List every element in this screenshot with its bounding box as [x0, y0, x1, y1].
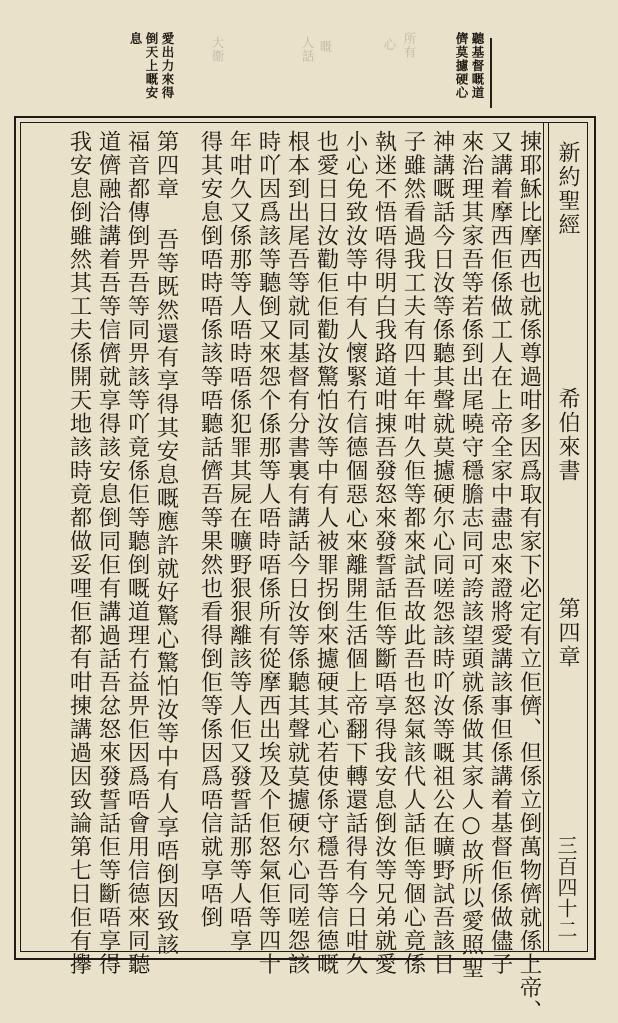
text-column: 也愛日日汝勸佢佢勸汝驚怕汝等中有人被罪拐倒來攄硬其心若使係守穩吾等信德嘅	[313, 130, 339, 976]
text-column: 來治理其家吾等若係到出尾曉守穩膽志同可誇該望頭就係做其家人○故所以愛照聖	[458, 130, 484, 980]
header-annotation-line: 愛出力來得	[160, 32, 175, 100]
text-column: 執迷不悟唔得明白我路道咁㨂吾發怒來發誓話佢等斷唔享得我安息倒汝等兄弟就愛	[371, 130, 397, 976]
page-number: 三百四十二	[554, 835, 578, 940]
text-column: 得其安息倒唔時唔係該等唔聽話儕吾等果然也看得倒佢等係因爲唔信就享唔倒	[197, 130, 223, 929]
header-faint-line: 人話	[300, 36, 315, 63]
text-column: 神講嘅話今日汝等係聽其聲就莫攄硬尔心同嗟怨該時吖汝等嘅祖公在曠野試吾該日	[429, 130, 455, 976]
text-column: 根本到出尾吾等就同基督有分書裏有講話今日汝等係聽其聲就莫攄硬尔心同嗟怨該	[284, 130, 310, 976]
text-column: 子雖然看過我工夫有四十年咁久佢等都來試吾故此吾也怒氣該代人話佢等個心竟係	[400, 130, 426, 976]
header-faint-line: 大衞	[210, 36, 225, 63]
chapter-book-title: 希伯來書	[555, 387, 580, 483]
header-faint-line: 嘅	[318, 40, 333, 54]
margin-rule	[543, 122, 544, 952]
text-column: 年咁久又係那等人唔時唔係犯罪其屍在曠野狠狠離該等人佢又發誓話那等人唔享	[226, 130, 252, 953]
text-column: 福音都傳倒畀吾等同畀該等吖竟係佢等聽倒嘅道理冇益畀佢因爲唔會用信德來同聽	[124, 130, 150, 976]
running-title	[552, 135, 582, 945]
margin-rule	[548, 122, 549, 952]
text-column: 時吖因爲該等聽倒又來怨个係那等人唔時唔係所有從摩西出埃及个佢怒氣佢等四十	[255, 130, 281, 976]
header-faint-line: 所有	[402, 32, 417, 59]
text-column: 道儕融洽講着吾等信儕就享得該安息倒同佢有講過話吾忿怒來發誓話佢等斷唔享得	[95, 130, 121, 976]
header-annotation-line: 倒天上嘅安	[144, 32, 159, 100]
header-rule	[490, 38, 492, 108]
text-column: 小心免致汝等中有人懷緊冇信德個惡心來離開生活個上帝翻下轉還話得有今日咁久	[342, 130, 368, 976]
header-annotation-line: 息	[128, 32, 143, 46]
header-annotation-line: 儕莫攄硬心	[454, 32, 469, 100]
header-faint-line: 心	[382, 38, 397, 52]
header-annotation-line: 聽基督嘅道	[470, 32, 485, 100]
chapter-label: 第四章	[555, 597, 580, 669]
text-column: 我安息倒雖然其工夫係開天地該時竟都做妥哩佢都有咁㨂講過因致論第七日佢有㩮	[66, 130, 92, 976]
book-title: 新約聖經	[555, 141, 580, 237]
chapter-start-column: 第四章 吾等既然還有享得其安息嘅應許就好驚心驚怕汝等中有人享唔倒因致該	[153, 130, 179, 957]
text-column: 又講着摩西佢係做工人在上帝全家中盡忠來證將愛講該事但係講着基督佢係做儘子	[487, 130, 513, 976]
text-column: 㨂耶穌比摩西也就係尊過咁多因爲取有家下必定有立佢儕、但係立倒萬物儕就係上帝、	[516, 130, 542, 1023]
